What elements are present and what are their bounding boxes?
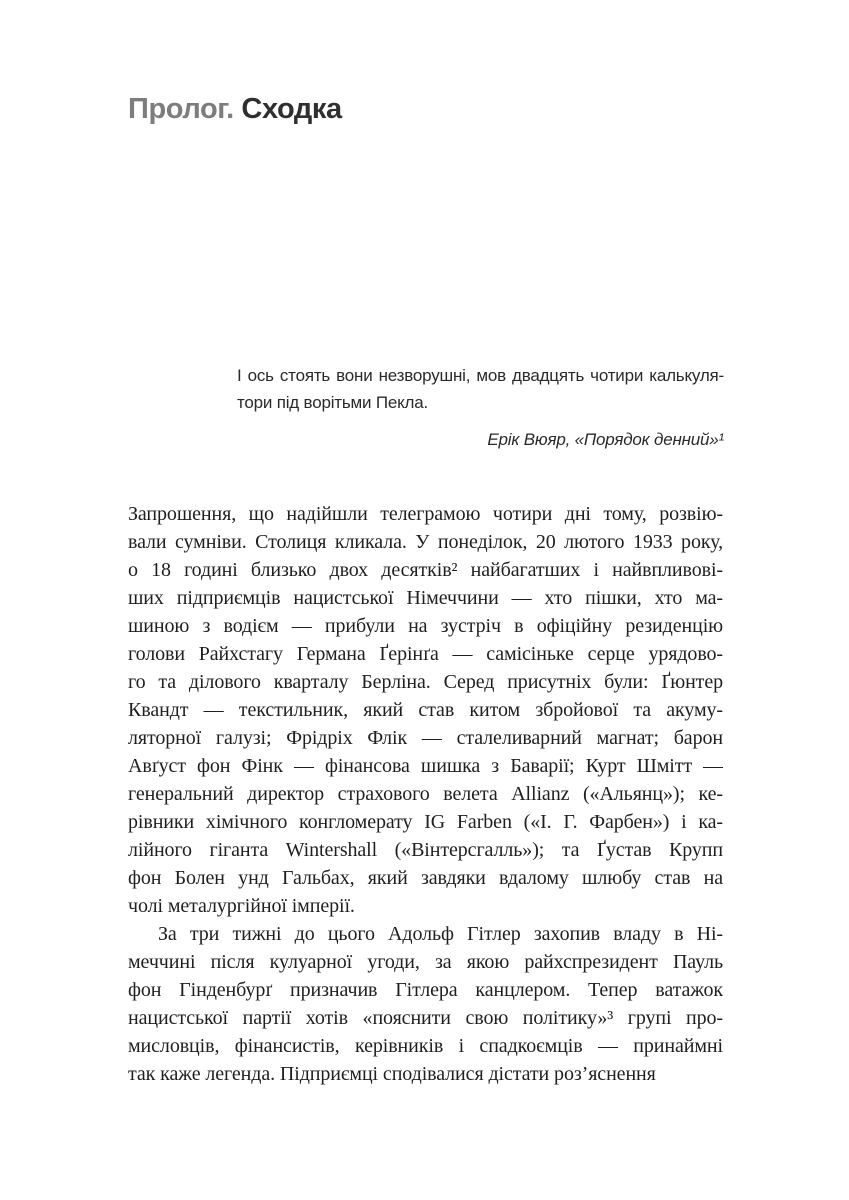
epigraph-line: тори під ворітьми Пекла.: [237, 393, 429, 412]
chapter-name: Сходка: [241, 93, 342, 125]
text-line: Квандт — текстильник, який став китом збройової та акуму-: [128, 699, 723, 721]
text-line: фон Гінденбурґ призначив Гітлера канцлером. Тепер ватажок: [128, 979, 723, 1001]
text-line: ших підприємців нацистської Німеччини — хто пішки, хто ма-: [128, 587, 723, 609]
epigraph: [237, 362, 724, 453]
text-line: генеральний директор страхового велета Allianz («Альянц»); ке-: [128, 783, 723, 805]
text-line: голови Райхстагу Германа Ґерінґа — самісіньке серце урядово-: [128, 643, 723, 665]
text-line: ляторної галузі; Фрідріх Флік — сталеливарний магнат; барон: [128, 727, 723, 749]
page-title: [128, 93, 342, 126]
text-line: шиною з водієм — прибули на зустріч в офіційну резиденцію: [128, 615, 723, 637]
text-line: лійного гіганта Wintershall («Вінтерсгалль»); та Ґустав Крупп: [128, 839, 723, 861]
text-line: меччині після кулуарної угоди, за якою райхспрезидент Пауль: [128, 951, 723, 973]
epigraph-line: І ось стоять вони незворушні, мов двадцять чотири калькуля-: [237, 366, 724, 385]
text-line: Авґуст фон Фінк — фінансова шишка з Баварії; Курт Шмітт —: [128, 755, 723, 777]
text-line: нацистської партії хотів «пояснити свою політику»³ групі про-: [128, 1007, 723, 1029]
text-line: вали сумніви. Столиця кликала. У понеділок, 20 лютого 1933 року,: [128, 531, 723, 553]
text-line: Запрошення, що надійшли телеграмою чотири дні тому, розвію-: [128, 503, 723, 525]
text-line: мисловців, фінансистів, керівників і спадкоємців — принаймні: [128, 1035, 723, 1057]
text-line: рівники хімічного конгломерату IG Farben («І. Г. Фарбен») і ка-: [128, 811, 723, 833]
text-line: го та ділового кварталу Берліна. Серед присутніх були: Ґюнтер: [128, 671, 723, 693]
epigraph-lines: [237, 362, 724, 416]
epigraph-attribution: Ерік Вюяр, «Порядок денний»¹: [487, 430, 724, 449]
text-line: За три тижні до цього Адольф Гітлер захопив владу в Ні-: [158, 923, 723, 945]
text-line: фон Болен унд Гальбах, який завдяки вдалому шлюбу став на: [128, 867, 723, 889]
text-line: о 18 годині близько двох десятків² найбагатших і найвпливові-: [128, 559, 723, 581]
text-line: так каже легенда. Підприємці сподівалися дістати роз’яснення: [128, 1063, 656, 1085]
chapter-label: Пролог.: [128, 93, 234, 125]
text-line: чолі металургійної імперії.: [128, 895, 355, 917]
body-text: [128, 500, 723, 1088]
